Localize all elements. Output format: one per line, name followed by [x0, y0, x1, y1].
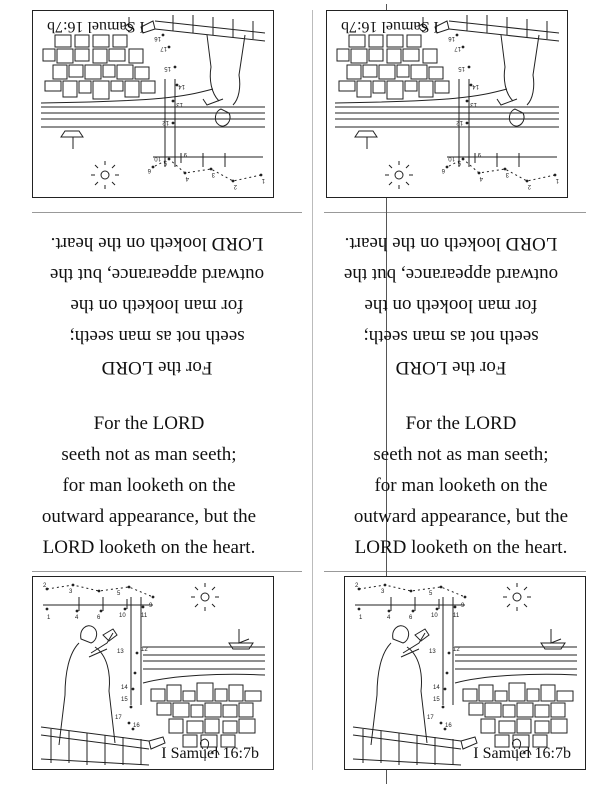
- dot-number: 17: [115, 715, 122, 721]
- dot-number: 13: [470, 101, 477, 107]
- dot-number: 15: [121, 697, 128, 703]
- coloring-picture: [33, 577, 273, 769]
- dot-number: 10: [431, 613, 438, 619]
- verse-line: For the LORD: [405, 413, 517, 434]
- verse-line: seeth not as man seeth;: [61, 444, 237, 465]
- dot-number: 9: [149, 603, 153, 609]
- dot-number: 17: [427, 715, 434, 721]
- verse-line: LORD looketh on the heart.: [50, 233, 264, 254]
- dot-number: 4: [75, 615, 79, 621]
- verse-line: seeth not as man seeth;: [69, 326, 245, 347]
- verse-line: outward appearance, but the: [49, 264, 265, 285]
- verse-text-top-left: [22, 228, 292, 383]
- dot-number: 9: [461, 603, 465, 609]
- dot-number: 1: [261, 177, 265, 183]
- dot-number: 14: [178, 83, 185, 89]
- verse-line: outward appearance, but the: [41, 506, 257, 527]
- dot-number: 2: [233, 183, 237, 189]
- verse-line: for man looketh on the: [374, 475, 548, 496]
- dot-number: 17: [160, 45, 167, 51]
- coloring-picture: [327, 11, 567, 197]
- dot-number: 6: [409, 615, 413, 621]
- verse-line: seeth not as man seeth;: [373, 444, 549, 465]
- dot-number: 16: [445, 723, 452, 729]
- dot-number: 13: [117, 649, 124, 655]
- verse-line: For the LORD: [395, 357, 507, 378]
- cut-line-top: [32, 212, 302, 213]
- dot-number: 6: [441, 167, 445, 173]
- dot-number: 1: [359, 615, 363, 621]
- scripture-reference: I Samuel 16:7b: [341, 18, 439, 35]
- verse-line: LORD looketh on the heart.: [354, 537, 568, 558]
- dot-number: 5: [117, 591, 121, 597]
- dot-number: 5: [163, 159, 167, 165]
- verse-text-bottom-left: [14, 408, 284, 563]
- cut-line-vertical: [312, 10, 313, 770]
- verse-text-top-right: [316, 228, 586, 383]
- dot-number: 1: [555, 177, 559, 183]
- dot-number: 16: [133, 723, 140, 729]
- dot-number: 4: [479, 175, 483, 181]
- dot-number: 12: [453, 647, 460, 653]
- dot-number: 12: [162, 119, 169, 125]
- dot-number: 2: [43, 583, 47, 589]
- verse-line: outward appearance, but the: [353, 506, 569, 527]
- dot-number: 17: [454, 45, 461, 51]
- dot-number: 14: [433, 685, 440, 691]
- coloring-picture: [345, 577, 585, 769]
- dot-number: 2: [355, 583, 359, 589]
- verse-line: seeth not as man seeth;: [363, 326, 539, 347]
- dot-number: 10: [448, 155, 455, 161]
- dot-number: 11: [453, 613, 460, 619]
- dot-number: 3: [211, 171, 215, 177]
- verse-line: LORD looketh on the heart.: [344, 233, 558, 254]
- dot-number: 2: [527, 183, 531, 189]
- dot-number: 14: [121, 685, 128, 691]
- coloring-panel-bottom-left: [32, 576, 274, 770]
- cut-line-top-right: [324, 212, 586, 213]
- dot-number: 4: [387, 615, 391, 621]
- cut-line-bottom-right: [324, 571, 586, 572]
- dot-number: 5: [457, 159, 461, 165]
- dot-number: 11: [141, 613, 148, 619]
- dot-number: 4: [185, 175, 189, 181]
- dot-number: 9: [477, 151, 481, 157]
- scripture-reference: I Samuel 16:7b: [47, 18, 145, 35]
- coloring-panel-bottom-right: [344, 576, 586, 770]
- coloring-panel-top-left: [32, 10, 274, 198]
- dot-number: 13: [429, 649, 436, 655]
- dot-number: 9: [183, 151, 187, 157]
- dot-number: 10: [119, 613, 126, 619]
- dot-number: 14: [472, 83, 479, 89]
- dot-number: 1: [47, 615, 51, 621]
- verse-line: for man looketh on the: [70, 295, 244, 316]
- dot-number: 16: [154, 35, 161, 41]
- coloring-panel-top-right: [326, 10, 568, 198]
- dot-number: 15: [433, 697, 440, 703]
- dot-number: 6: [97, 615, 101, 621]
- dot-number: 3: [69, 589, 73, 595]
- verse-line: outward appearance, but the: [343, 264, 559, 285]
- verse-line: for man looketh on the: [62, 475, 236, 496]
- dot-number: 3: [381, 589, 385, 595]
- verse-line: For the LORD: [93, 413, 205, 434]
- dot-number: 10: [154, 155, 161, 161]
- dot-number: 3: [505, 171, 509, 177]
- dot-number: 5: [429, 591, 433, 597]
- verse-line: for man looketh on the: [364, 295, 538, 316]
- verse-line: For the LORD: [101, 357, 213, 378]
- coloring-picture: [33, 11, 273, 197]
- verse-line: LORD looketh on the heart.: [42, 537, 256, 558]
- dot-number: 15: [164, 65, 171, 71]
- verse-text-bottom-right: [326, 408, 596, 563]
- dot-number: 13: [176, 101, 183, 107]
- dot-number: 12: [141, 647, 148, 653]
- scripture-reference: I Samuel 16:7b: [161, 745, 259, 762]
- dot-number: 15: [458, 65, 465, 71]
- dot-number: 6: [147, 167, 151, 173]
- dot-number: 16: [448, 35, 455, 41]
- dot-number: 12: [456, 119, 463, 125]
- cut-line-bottom: [32, 571, 302, 572]
- scripture-reference: I Samuel 16:7b: [473, 745, 571, 762]
